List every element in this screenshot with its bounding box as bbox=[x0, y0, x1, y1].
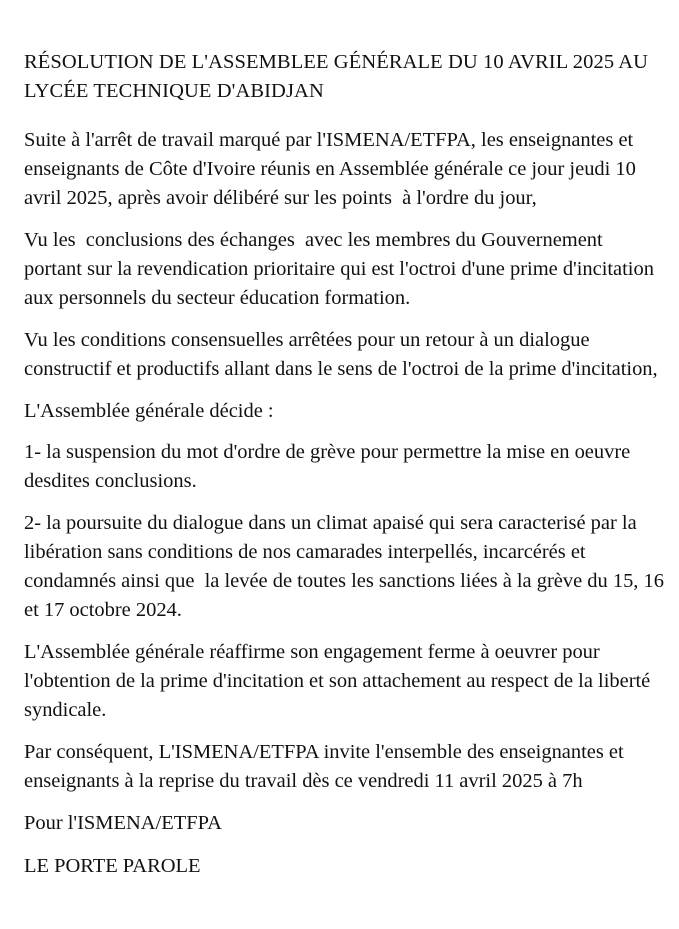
paragraph-decision-lead: L'Assemblée générale décide : bbox=[24, 400, 274, 422]
paragraph-reaffirmation: L'Assemblée générale réaffirme son engagement ferme à oeuvrer pour l'obtention de la prime d'incitation et son attachement au respect de la liberté syndicale. bbox=[24, 641, 656, 721]
paragraph-vu-conclusions: Vu les conclusions des échanges avec les membres du Gouvernement portant sur la revendication prioritaire qui est l'octroi d'une prime d'incitation aux personnels du secteur éducation formation. bbox=[24, 229, 660, 309]
signature-role: LE PORTE PAROLE bbox=[24, 855, 201, 877]
signature-organization: Pour l'ISMENA/ETFPA bbox=[24, 812, 222, 834]
list-item-decision-2: 2- la poursuite du dialogue dans un climat apaisé qui sera caracterisé par la libération sans conditions de nos camarades interpellés, incarcérés et condamnés ainsi que la levée de toutes les sanctions liées à la grève du 15, 16 et 17 octobre 2024. bbox=[24, 512, 670, 621]
paragraph-vu-conditions: Vu les conditions consensuelles arrêtées pour un retour à un dialogue constructif et productifs allant dans le sens de l'octroi de la prime d'incitation, bbox=[24, 329, 658, 380]
paragraph-intro: Suite à l'arrêt de travail marqué par l'ISMENA/ETFPA, les enseignantes et enseignants de Côte d'Ivoire réunis en Assemblée générale ce jour jeudi 10 avril 2025, après avoir délibéré sur les points à l'ordre du jour, bbox=[24, 129, 641, 209]
document-title: RÉSOLUTION DE L'ASSEMBLEE GÉNÉRALE DU 10 AVRIL 2025 AU LYCÉE TECHNIQUE D'ABIDJAN bbox=[24, 51, 654, 102]
paragraph-conclusion: Par conséquent, L'ISMENA/ETFPA invite l'ensemble des enseignantes et enseignants à la reprise du travail dès ce vendredi 11 avril 2025 à 7h bbox=[24, 741, 629, 792]
list-item-decision-1: 1- la suspension du mot d'ordre de grève pour permettre la mise en oeuvre desdites conclusions. bbox=[24, 441, 636, 492]
